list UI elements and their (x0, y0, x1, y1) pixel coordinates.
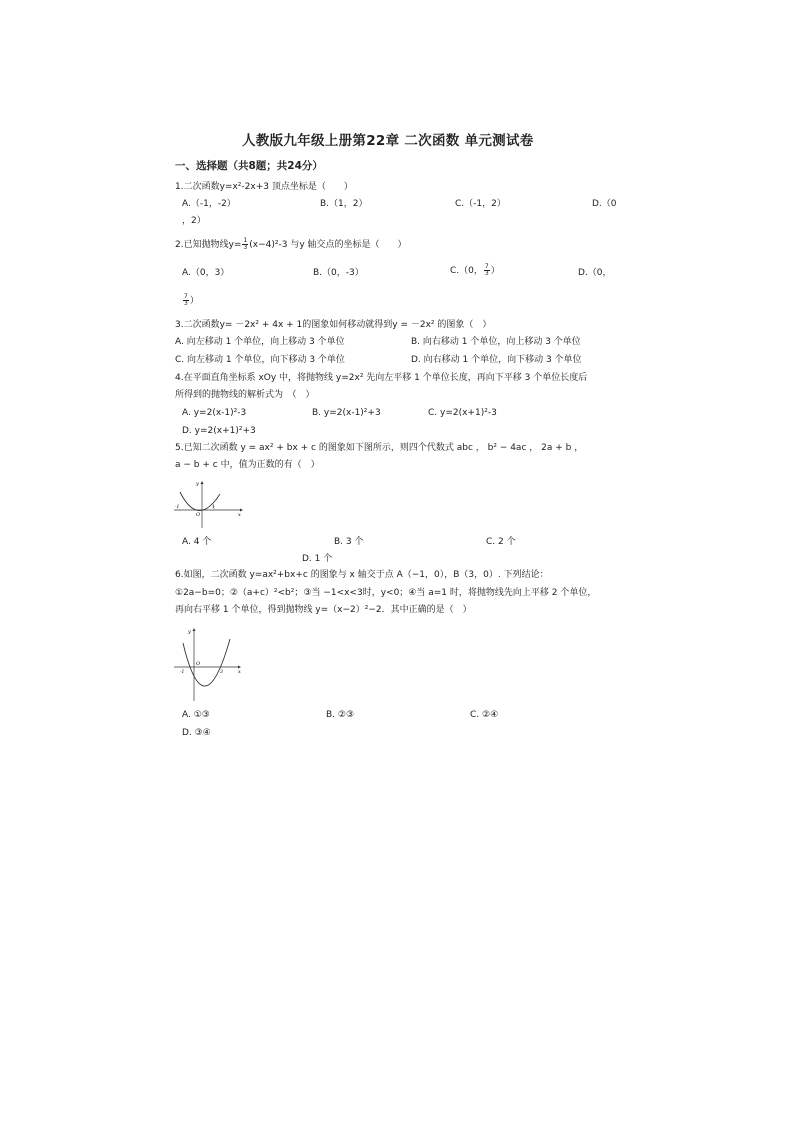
q5-parabola-graph (172, 478, 246, 530)
q1-option-a[interactable]: A.（-1，-2） (182, 199, 236, 209)
q5-option-d[interactable]: D. 1 个 (302, 554, 333, 564)
y-axis-arrow (193, 628, 196, 631)
page-title: 人教版九年级上册第22章 二次函数 单元测试卷 (242, 133, 534, 149)
label-minus-1: -1 (175, 505, 180, 510)
section-heading: 一、选择题（共8题；共24分） (175, 160, 323, 172)
q6-option-b[interactable]: B. ②③ (326, 710, 355, 720)
label-1: 1 (212, 505, 215, 510)
q2-option-a[interactable]: A.（0，3） (182, 268, 230, 278)
q2-option-d-cont: $\frac{7}{3}$ ） (184, 293, 199, 307)
q4-stem-line2: 所得到的抛物线的解析式为 （ ） (175, 390, 315, 400)
q1-stem: 1.二次函数y=x²-2x+3 顶点坐标是（ ） (175, 182, 353, 192)
parabola-curve (183, 639, 230, 686)
x-axis-label: x (238, 512, 241, 518)
origin-label: O (196, 512, 201, 518)
q1-option-d-cont: ，2） (182, 216, 206, 226)
y-axis-arrow (201, 481, 204, 484)
q3-option-c[interactable]: C. 向左移动 1 个单位，向下移动 3 个单位 (175, 355, 345, 365)
q3-stem: 3.二次函数y= －2x² + 4x + 1的图象如何移动就得到y = －2x² 的图象（ ） (175, 320, 492, 330)
q4-stem-line1: 4.在平面直角坐标系 xOy 中，将抛物线 y=2x² 先向左平移 1 个单位长度，再向下平移 3 个单位长度后 (175, 373, 588, 383)
q6-option-a[interactable]: A. ①③ (182, 710, 210, 720)
q4-option-b[interactable]: B. y=2(x-1)²+3 (312, 408, 381, 418)
origin-label: O (196, 661, 201, 667)
q5-option-c[interactable]: C. 2 个 (486, 537, 516, 547)
q3-option-a[interactable]: A. 向左移动 1 个单位，向上移动 3 个单位 (175, 337, 345, 347)
q4-option-a[interactable]: A. y=2(x-1)²-3 (182, 408, 247, 418)
y-axis-label: y (196, 481, 199, 487)
y-axis-label: y (188, 629, 191, 635)
q6-option-c[interactable]: C. ②④ (470, 710, 499, 720)
q2-option-c[interactable]: C.（0， $\frac{7}{3}$ ） (450, 263, 500, 277)
q4-option-c[interactable]: C. y=2(x+1)²-3 (428, 408, 497, 418)
label-minus-1: -1 (180, 670, 185, 675)
q2-option-d[interactable]: D.（0， (578, 268, 612, 278)
q5-option-b[interactable]: B. 3 个 (334, 537, 364, 547)
q5-stem-line1: 5.已知二次函数 y = ax² + bx + c 的图象如下图所示，则四个代数式 abc ， b² − 4ac ， 2a + b ， (175, 443, 584, 453)
q6-stem-line3: 再向右平移 1 个单位，得到抛物线 y=（x−2）²−2．其中正确的是（ ） (175, 605, 472, 615)
q2-option-b[interactable]: B.（0，-3） (313, 268, 364, 278)
label-3: 3 (220, 670, 223, 675)
q3-option-b[interactable]: B. 向右移动 1 个单位，向上移动 3 个单位 (411, 337, 581, 347)
q1-option-c[interactable]: C.（-1，2） (455, 199, 506, 209)
q4-option-d[interactable]: D. y=2(x+1)²+3 (182, 426, 256, 436)
q2-stem: 2.已知抛物线y= $\frac{1}{3}$ (x−4)²-3 与y 轴交点的坐标是（ ） (175, 237, 407, 251)
q1-option-d[interactable]: D.（0 (592, 199, 617, 209)
q1-option-b[interactable]: B.（1，2） (320, 199, 368, 209)
q6-option-d[interactable]: D. ③④ (182, 728, 211, 738)
q6-stem-line2: ①2a−b=0；②（a+c）²<b²；③当 −1<x<3时，y<0；④当 a=1 时，将抛物线先向上平移 2 个单位， (175, 588, 597, 598)
q3-option-d[interactable]: D. 向右移动 1 个单位，向下移动 3 个单位 (411, 355, 582, 365)
q6-parabola-graph (172, 625, 246, 705)
q5-stem-line2: a − b + c 中，值为正数的有（ ） (175, 460, 320, 470)
q6-stem-line1: 6.如图，二次函数 y=ax²+bx+c 的图象与 x 轴交于点 A（−1，0），B（3，0）. 下列结论： (175, 570, 549, 580)
q5-option-a[interactable]: A. 4 个 (182, 537, 212, 547)
x-axis-label: x (238, 669, 241, 675)
